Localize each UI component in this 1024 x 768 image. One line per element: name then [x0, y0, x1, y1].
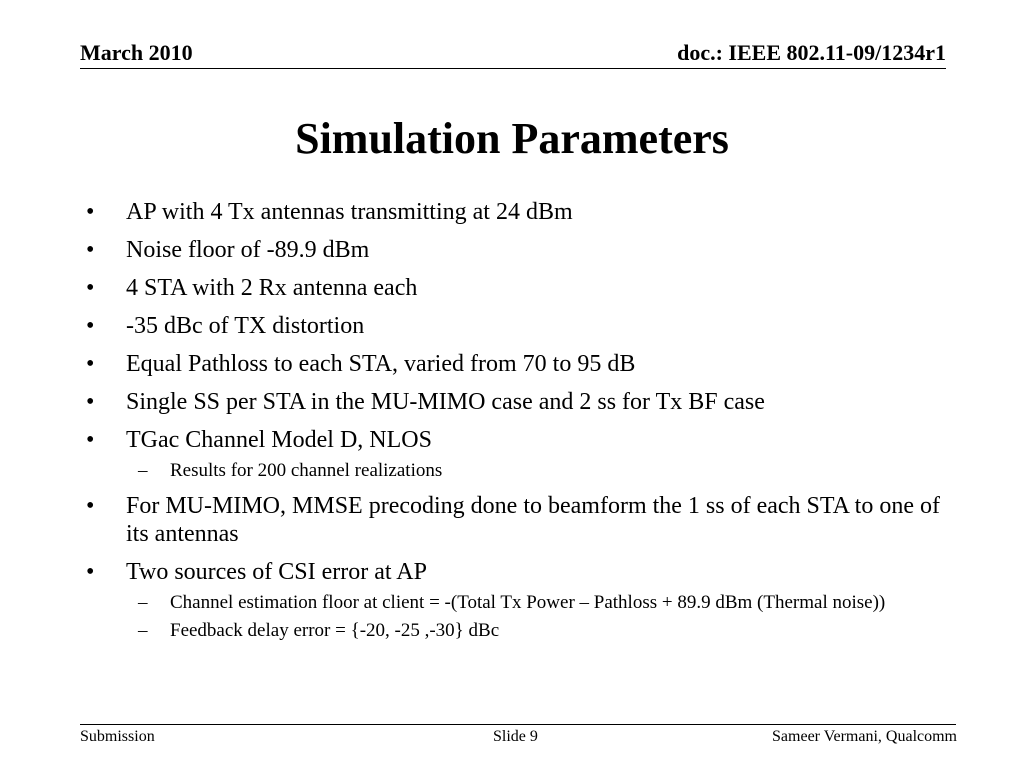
bullet-mark: •: [86, 559, 95, 585]
bullet-item: [82, 274, 962, 302]
bullet-text: TGac Channel Model D, NLOS: [126, 427, 432, 453]
bullet-text: Two sources of CSI error at AP: [126, 559, 427, 585]
bullet-text: Noise floor of -89.9 dBm: [126, 237, 370, 263]
sub-bullet-text: Results for 200 channel realizations: [170, 460, 443, 481]
bullet-mark: •: [86, 427, 95, 453]
sub-bullet-text: Channel estimation floor at client = -(Total Tx Power – Pathloss + 89.9 dBm (Thermal noise)): [170, 592, 886, 613]
bullet-item: [82, 236, 962, 264]
header-divider: [80, 68, 946, 69]
sub-bullet-item: [82, 620, 962, 642]
bullet-item: [82, 426, 962, 454]
sub-bullet-mark: –: [138, 620, 148, 641]
footer-slide-number: Slide 9: [493, 728, 538, 745]
footer-submission: Submission: [80, 728, 155, 745]
sub-bullet-item: [82, 460, 962, 482]
sub-bullet-text: Feedback delay error = {-20, -25 ,-30} dBc: [170, 620, 500, 641]
bullet-text: Equal Pathloss to each STA, varied from 70 to 95 dB: [126, 351, 636, 377]
sub-bullet-mark: –: [138, 460, 148, 481]
bullet-mark: •: [86, 199, 95, 225]
bullet-mark: •: [86, 389, 95, 415]
bullet-list: [82, 198, 962, 642]
bullet-mark: •: [86, 313, 95, 339]
bullet-item: [82, 492, 962, 548]
header-date: March 2010: [80, 40, 193, 65]
footer-divider: [80, 724, 956, 725]
bullet-text: For MU-MIMO, MMSE precoding done to beamform the 1 ss of each STA to one of its antennas: [126, 493, 940, 547]
bullet-item: [82, 558, 962, 586]
bullet-mark: •: [86, 275, 95, 301]
header-doc-id: doc.: IEEE 802.11-09/1234r1: [677, 40, 946, 65]
bullet-item: [82, 312, 962, 340]
slide-title: Simulation Parameters: [295, 114, 729, 163]
bullet-text: Single SS per STA in the MU-MIMO case and 2 ss for Tx BF case: [126, 389, 765, 415]
bullet-text: AP with 4 Tx antennas transmitting at 24 dBm: [126, 199, 573, 225]
sub-bullet-mark: –: [138, 592, 148, 613]
bullet-mark: •: [86, 351, 95, 377]
sub-bullet-item: [82, 592, 962, 614]
bullet-text: 4 STA with 2 Rx antenna each: [126, 275, 418, 301]
bullet-item: [82, 350, 962, 378]
footer-author: Sameer Vermani, Qualcomm: [772, 728, 957, 745]
bullet-text: -35 dBc of TX distortion: [126, 313, 365, 339]
bullet-mark: •: [86, 237, 95, 263]
bullet-item: [82, 388, 962, 416]
bullet-item: [82, 198, 962, 226]
bullet-mark: •: [86, 493, 95, 519]
